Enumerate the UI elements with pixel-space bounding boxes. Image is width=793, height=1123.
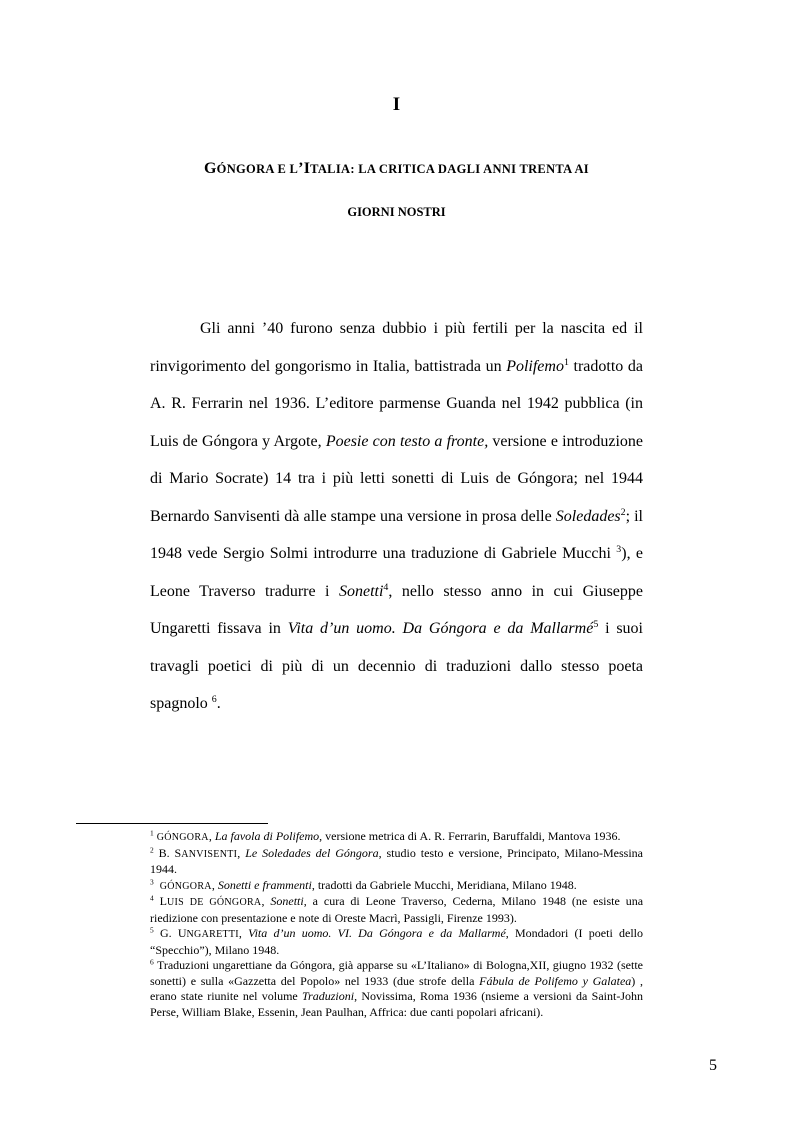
footnote-seg: , Novissima, Roma 1936 (nsieme a versioni da Saint-John Perse, William Blake, Essenin, Jean Paulhan, Affrica: due canti popolari africani). [150,989,643,1019]
footnote-author: NGARETTI [186,929,239,940]
footnote-separator [76,823,268,824]
title-ongora: ÓNGORA E L [216,162,299,176]
footnote-sep: , [208,829,215,843]
footnote-sep: , [211,877,218,892]
footnotes [150,829,643,1020]
footnote-author: UIS DE GÓNGORA [166,897,262,908]
footnote-work: Traduzioni [302,989,355,1003]
footnote-work: Fábula de Polifemo y Galatea [479,973,632,988]
footnote-4 [150,894,643,926]
footnote-initial: B. S [158,845,182,860]
body-seg-2: tradotto da A. R. Ferrarin nel 1936. L’editore parmense Guanda nel 1942 pubblica (in Luis de Góngora y Argote, [150,357,643,450]
footnote-2 [150,846,643,878]
footnote-rest: , versione metrica di A. R. Ferrarin, Baruffaldi, Mantova 1936. [319,829,621,843]
title-apos: ’I [298,160,311,177]
footnote-3 [150,878,643,895]
footnote-sep: , [238,926,249,940]
body-text [150,310,643,723]
footnote-sep: , [237,845,246,860]
body-paragraph [150,310,643,723]
body-soledades: Soledades [555,507,621,525]
footnote-ref-2: 2 [620,506,626,518]
body-seg-4: ; il 1948 vede Sergio Solmi introdurre una traduzione di Gabriele Mucchi [150,507,643,562]
footnote-ref-3: 3 [616,544,622,556]
footnote-num: 4 [150,893,154,903]
body-sonetti: Sonetti [338,582,384,600]
body-seg-5: ), e Leone Traverso tradurre i [150,545,643,600]
footnote-seg: ) , erano state riunite nel volume [150,973,643,1003]
footnote-num: 5 [150,925,154,935]
body-poesie: Poesie con testo a fronte, [325,432,489,450]
footnote-ref-5: 5 [593,619,599,631]
body-polifemo: Polifemo [506,357,564,375]
footnote-5 [150,926,643,958]
footnote-ref-4: 4 [383,581,389,593]
title-talia: TALIA [310,162,351,176]
footnote-rest: , tradotti da Gabriele Mucchi, Meridiana, Milano 1948. [311,877,577,892]
footnote-work: Le Soledades del Góngora [245,845,379,860]
footnote-1 [150,829,643,846]
body-seg-6: , nello stesso anno in cui Giuseppe Ungaretti fissava in [150,582,643,637]
footnote-work: Sonetti [270,894,304,908]
footnote-num: 2 [150,845,154,855]
chapter-title-line-2: GIORNI NOSTRI [347,205,446,219]
title-g: G [204,160,217,177]
body-seg-7: i suoi travagli poetici di più di un decennio di traduzioni dallo stesso poeta spagnolo [150,620,644,712]
footnote-initial: L [159,894,167,908]
footnote-sep: , [261,894,271,908]
footnote-rest: , a cura di Leone Traverso, Cederna, Milano 1948 (ne esiste una riedizione con presentazione e note di Oreste Macrì, Passigli, Firenze 1993). [150,894,644,925]
footnote-work: Vita d’un uomo. VI. Da Góngora e da Mallarmé [248,926,506,940]
footnote-author: GÓNGORA [159,880,212,892]
body-seg-8: . [216,695,221,712]
footnote-seg: Traduzioni ungarettiane da Góngora, già apparse su «L’Italiano» di Bologna,XII, giugno 1932 (sette sonetti) e sulla «Gazzetta del Popolo» nel 1933 (due strofe della [150,958,643,988]
footnote-ref-6: 6 [211,694,217,706]
body-seg-1: Gli anni ’40 furono senza dubbio i più fertili per la nascita ed il rinvigorimento del gongorismo in Italia, battistrada un [150,320,643,375]
footnote-author: GÓNGORA [156,832,209,843]
body-vita: Vita d’un uomo. Da Góngora e da Mallarmé [287,620,594,637]
footnote-rest: , studio testo e versione, Principato, Milano-Messina 1944. [150,845,644,876]
chapter-title-line-1 [150,160,643,178]
footnote-work: Sonetti e frammenti [217,877,312,892]
footnote-author: ANVISENTI [181,848,238,860]
title-rest: : LA CRITICA DAGLI ANNI TRENTA AI [350,162,589,176]
footnote-work: La favola di Polifemo [214,829,320,843]
footnote-num: 3 [150,877,154,887]
footnote-num: 1 [150,828,154,838]
chapter-number: I [392,94,401,115]
footnote-rest: , Mondadori (I poeti dello “Specchio”), Milano 1948. [150,926,644,957]
footnote-ref-1: 1 [563,356,569,368]
body-seg-3: versione e introduzione di Mario Socrate) 14 tra i più letti sonetti di Luis de Góngora; nel 1944 Bernardo Sanvisenti dà alle stampe una versione in prosa delle [150,432,643,525]
footnote-6 [150,958,643,1020]
page-number: 5 [709,1057,717,1074]
footnote-num: 6 [150,957,154,967]
footnote-initial: G. U [159,926,187,940]
